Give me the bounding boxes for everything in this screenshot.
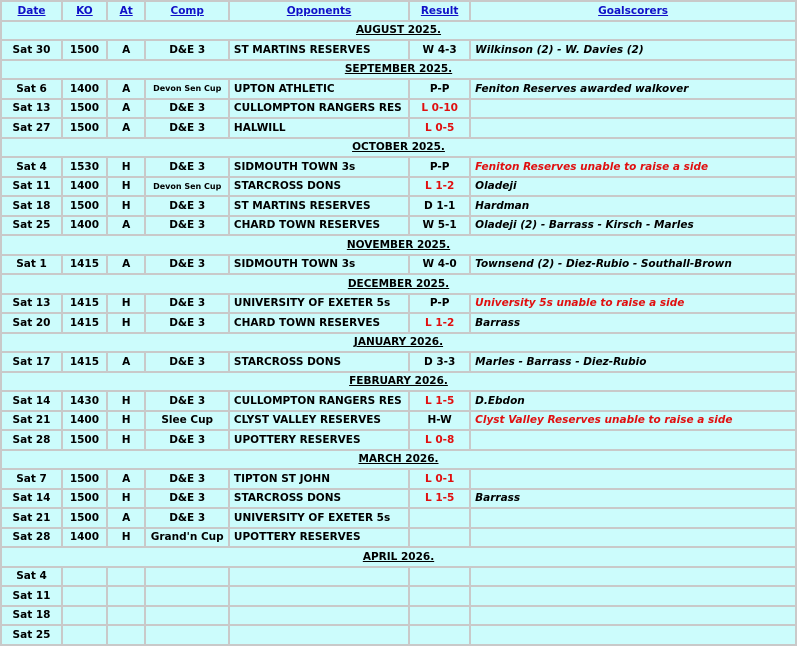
fixture-result — [410, 509, 469, 527]
month-header-row — [2, 236, 795, 254]
fixture-date: Sat 1 — [2, 256, 61, 274]
fixture-venue: H — [108, 529, 145, 547]
fixture-date: Sat 20 — [2, 314, 61, 332]
fixture-date: Sat 6 — [2, 80, 61, 98]
fixture-row — [2, 217, 795, 235]
fixture-result: L 1-5 — [410, 490, 469, 508]
fixture-goalscorers: Townsend (2) - Diez-Rubio - Southall-Brown — [471, 256, 795, 274]
fixture-competition: D&E 3 — [146, 100, 227, 118]
month-heading: MARCH 2026. — [2, 451, 795, 469]
fixture-date: Sat 11 — [2, 178, 61, 196]
fixture-opponent: UNIVERSITY OF EXETER 5s — [230, 295, 408, 313]
fixture-venue: A — [108, 353, 145, 371]
fixture-competition: D&E 3 — [146, 470, 227, 488]
fixture-ko: 1415 — [63, 256, 106, 274]
fixture-row — [2, 626, 795, 644]
fixture-row — [2, 568, 795, 586]
fixture-date: Sat 28 — [2, 529, 61, 547]
fixture-date: Sat 30 — [2, 41, 61, 59]
fixture-date: Sat 17 — [2, 353, 61, 371]
fixture-competition: Grand'n Cup — [146, 529, 227, 547]
fixture-row — [2, 314, 795, 332]
month-heading: APRIL 2026. — [2, 548, 795, 566]
fixture-row — [2, 529, 795, 547]
fixture-goalscorers — [471, 431, 795, 449]
fixture-venue: A — [108, 119, 145, 137]
fixture-ko: 1500 — [63, 490, 106, 508]
fixture-row — [2, 256, 795, 274]
fixture-venue — [108, 626, 145, 644]
month-heading: FEBRUARY 2026. — [2, 373, 795, 391]
fixture-opponent: SIDMOUTH TOWN 3s — [230, 158, 408, 176]
fixture-date: Sat 18 — [2, 197, 61, 215]
fixture-ko: 1415 — [63, 295, 106, 313]
header-result: Result — [410, 2, 469, 20]
header-opponents: Opponents — [230, 2, 408, 20]
fixture-date: Sat 14 — [2, 392, 61, 410]
month-header-row — [2, 548, 795, 566]
fixture-goalscorers — [471, 119, 795, 137]
fixture-competition: D&E 3 — [146, 392, 227, 410]
fixture-result: L 1-2 — [410, 314, 469, 332]
fixture-goalscorers — [471, 626, 795, 644]
fixture-row — [2, 353, 795, 371]
fixture-ko: 1400 — [63, 529, 106, 547]
fixture-result: W 5-1 — [410, 217, 469, 235]
fixture-competition: D&E 3 — [146, 295, 227, 313]
fixture-goalscorers — [471, 587, 795, 605]
fixture-date: Sat 4 — [2, 568, 61, 586]
fixture-venue: H — [108, 431, 145, 449]
fixture-ko: 1400 — [63, 178, 106, 196]
fixture-date: Sat 18 — [2, 607, 61, 625]
fixture-competition — [146, 587, 227, 605]
fixture-venue: A — [108, 509, 145, 527]
fixture-result: W 4-3 — [410, 41, 469, 59]
fixture-row — [2, 197, 795, 215]
fixture-goalscorers — [471, 470, 795, 488]
fixture-date: Sat 25 — [2, 217, 61, 235]
fixture-goalscorers: Hardman — [471, 197, 795, 215]
month-header-row — [2, 61, 795, 79]
fixture-venue — [108, 587, 145, 605]
fixture-ko — [63, 607, 106, 625]
fixture-row — [2, 509, 795, 527]
fixture-opponent: STARCROSS DONS — [230, 490, 408, 508]
fixture-ko: 1500 — [63, 100, 106, 118]
fixture-result — [410, 626, 469, 644]
fixture-result: L 1-5 — [410, 392, 469, 410]
fixture-ko: 1530 — [63, 158, 106, 176]
fixture-opponent: CULLOMPTON RANGERS RES — [230, 392, 408, 410]
fixture-venue: A — [108, 100, 145, 118]
month-heading: DECEMBER 2025. — [2, 275, 795, 293]
fixture-date: Sat 21 — [2, 509, 61, 527]
fixture-goalscorers: Feniton Reserves awarded walkover — [471, 80, 795, 98]
fixture-goalscorers — [471, 529, 795, 547]
fixture-venue — [108, 568, 145, 586]
fixture-competition — [146, 568, 227, 586]
fixture-ko: 1500 — [63, 509, 106, 527]
fixture-row — [2, 295, 795, 313]
month-header-row — [2, 22, 795, 40]
fixture-row — [2, 80, 795, 98]
fixture-result — [410, 587, 469, 605]
fixture-row — [2, 607, 795, 625]
fixture-venue — [108, 607, 145, 625]
fixture-result — [410, 529, 469, 547]
fixture-ko: 1400 — [63, 412, 106, 430]
header-at: At — [108, 2, 145, 20]
header-comp: Comp — [146, 2, 227, 20]
fixture-ko — [63, 568, 106, 586]
fixture-result: P-P — [410, 295, 469, 313]
fixture-opponent — [230, 568, 408, 586]
fixture-result: P-P — [410, 80, 469, 98]
fixture-competition: D&E 3 — [146, 314, 227, 332]
fixture-date: Sat 11 — [2, 587, 61, 605]
fixture-row — [2, 470, 795, 488]
fixture-competition: Slee Cup — [146, 412, 227, 430]
fixture-goalscorers: Wilkinson (2) - W. Davies (2) — [471, 41, 795, 59]
fixture-opponent: HALWILL — [230, 119, 408, 137]
fixture-date: Sat 7 — [2, 470, 61, 488]
fixture-competition: D&E 3 — [146, 256, 227, 274]
fixture-row — [2, 392, 795, 410]
fixture-opponent: CLYST VALLEY RESERVES — [230, 412, 408, 430]
fixture-opponent — [230, 587, 408, 605]
fixture-ko: 1500 — [63, 119, 106, 137]
fixture-opponent: UNIVERSITY OF EXETER 5s — [230, 509, 408, 527]
fixture-opponent: ST MARTINS RESERVES — [230, 41, 408, 59]
fixture-venue: A — [108, 470, 145, 488]
fixture-opponent — [230, 626, 408, 644]
fixture-row — [2, 158, 795, 176]
fixture-venue: H — [108, 197, 145, 215]
fixture-ko — [63, 587, 106, 605]
fixture-opponent: CHARD TOWN RESERVES — [230, 217, 408, 235]
fixture-opponent: SIDMOUTH TOWN 3s — [230, 256, 408, 274]
fixture-row — [2, 100, 795, 118]
fixture-goalscorers: Oladeji — [471, 178, 795, 196]
fixture-goalscorers — [471, 568, 795, 586]
fixture-venue: H — [108, 158, 145, 176]
fixture-date: Sat 27 — [2, 119, 61, 137]
fixture-row — [2, 119, 795, 137]
fixture-venue: A — [108, 256, 145, 274]
fixture-result: P-P — [410, 158, 469, 176]
fixture-competition: D&E 3 — [146, 217, 227, 235]
fixture-ko: 1400 — [63, 217, 106, 235]
fixture-row — [2, 412, 795, 430]
fixture-goalscorers: Marles - Barrass - Diez-Rubio — [471, 353, 795, 371]
fixture-ko — [63, 626, 106, 644]
fixture-venue: A — [108, 80, 145, 98]
fixture-ko: 1500 — [63, 41, 106, 59]
fixture-result — [410, 568, 469, 586]
fixture-competition: D&E 3 — [146, 509, 227, 527]
fixture-opponent: ST MARTINS RESERVES — [230, 197, 408, 215]
fixture-row — [2, 431, 795, 449]
fixture-result: D 1-1 — [410, 197, 469, 215]
fixture-competition: D&E 3 — [146, 197, 227, 215]
fixture-date: Sat 25 — [2, 626, 61, 644]
fixture-date: Sat 4 — [2, 158, 61, 176]
fixture-competition: Devon Sen Cup — [146, 80, 227, 98]
month-heading: SEPTEMBER 2025. — [2, 61, 795, 79]
fixture-goalscorers — [471, 100, 795, 118]
month-header-row — [2, 451, 795, 469]
fixture-venue: A — [108, 217, 145, 235]
fixture-competition — [146, 607, 227, 625]
fixture-venue: H — [108, 295, 145, 313]
fixture-ko: 1500 — [63, 470, 106, 488]
fixture-competition: D&E 3 — [146, 119, 227, 137]
fixture-row — [2, 490, 795, 508]
fixture-result: L 0-1 — [410, 470, 469, 488]
fixture-date: Sat 13 — [2, 100, 61, 118]
fixture-row — [2, 41, 795, 59]
fixture-date: Sat 21 — [2, 412, 61, 430]
header-ko: KO — [63, 2, 106, 20]
fixture-venue: H — [108, 314, 145, 332]
fixture-venue: A — [108, 41, 145, 59]
fixture-result: L 0-8 — [410, 431, 469, 449]
fixture-opponent: STARCROSS DONS — [230, 353, 408, 371]
fixture-opponent — [230, 607, 408, 625]
month-heading: OCTOBER 2025. — [2, 139, 795, 157]
fixture-ko: 1430 — [63, 392, 106, 410]
fixture-venue: H — [108, 392, 145, 410]
fixture-ko: 1500 — [63, 197, 106, 215]
fixture-result — [410, 607, 469, 625]
fixture-result: H-W — [410, 412, 469, 430]
fixture-venue: H — [108, 178, 145, 196]
fixture-competition — [146, 626, 227, 644]
fixture-result: L 0-10 — [410, 100, 469, 118]
fixture-date: Sat 13 — [2, 295, 61, 313]
fixture-opponent: TIPTON ST JOHN — [230, 470, 408, 488]
fixture-goalscorers — [471, 607, 795, 625]
fixture-competition: D&E 3 — [146, 41, 227, 59]
fixture-competition: Devon Sen Cup — [146, 178, 227, 196]
fixture-date: Sat 14 — [2, 490, 61, 508]
fixture-opponent: CHARD TOWN RESERVES — [230, 314, 408, 332]
month-header-row — [2, 139, 795, 157]
header-date: Date — [2, 2, 61, 20]
fixture-opponent: UPOTTERY RESERVES — [230, 529, 408, 547]
header-row — [2, 2, 795, 20]
fixture-goalscorers: Oladeji (2) - Barrass - Kirsch - Marles — [471, 217, 795, 235]
month-heading: NOVEMBER 2025. — [2, 236, 795, 254]
fixture-goalscorers — [471, 509, 795, 527]
month-header-row — [2, 334, 795, 352]
fixture-venue: H — [108, 412, 145, 430]
fixture-competition: D&E 3 — [146, 490, 227, 508]
fixture-venue: H — [108, 490, 145, 508]
fixture-result: W 4-0 — [410, 256, 469, 274]
fixture-competition: D&E 3 — [146, 431, 227, 449]
fixture-goalscorers: D.Ebdon — [471, 392, 795, 410]
fixture-competition: D&E 3 — [146, 158, 227, 176]
month-heading: JANUARY 2026. — [2, 334, 795, 352]
fixture-goalscorers: Feniton Reserves unable to raise a side — [471, 158, 795, 176]
fixture-ko: 1415 — [63, 314, 106, 332]
header-goalscorers: Goalscorers — [471, 2, 795, 20]
fixture-ko: 1500 — [63, 431, 106, 449]
fixture-row — [2, 178, 795, 196]
fixture-goalscorers: Clyst Valley Reserves unable to raise a side — [471, 412, 795, 430]
fixture-opponent: STARCROSS DONS — [230, 178, 408, 196]
month-header-row — [2, 373, 795, 391]
month-heading: AUGUST 2025. — [2, 22, 795, 40]
fixture-ko: 1400 — [63, 80, 106, 98]
fixture-opponent: UPOTTERY RESERVES — [230, 431, 408, 449]
fixture-result: L 1-2 — [410, 178, 469, 196]
fixture-ko: 1415 — [63, 353, 106, 371]
fixture-opponent: CULLOMPTON RANGERS RES — [230, 100, 408, 118]
fixture-goalscorers: Barrass — [471, 490, 795, 508]
fixture-competition: D&E 3 — [146, 353, 227, 371]
fixture-goalscorers: University 5s unable to raise a side — [471, 295, 795, 313]
fixture-result: D 3-3 — [410, 353, 469, 371]
month-header-row — [2, 275, 795, 293]
fixture-goalscorers: Barrass — [471, 314, 795, 332]
fixture-opponent: UPTON ATHLETIC — [230, 80, 408, 98]
fixture-row — [2, 587, 795, 605]
fixture-date: Sat 28 — [2, 431, 61, 449]
fixtures-body — [2, 22, 795, 644]
fixture-result: L 0-5 — [410, 119, 469, 137]
